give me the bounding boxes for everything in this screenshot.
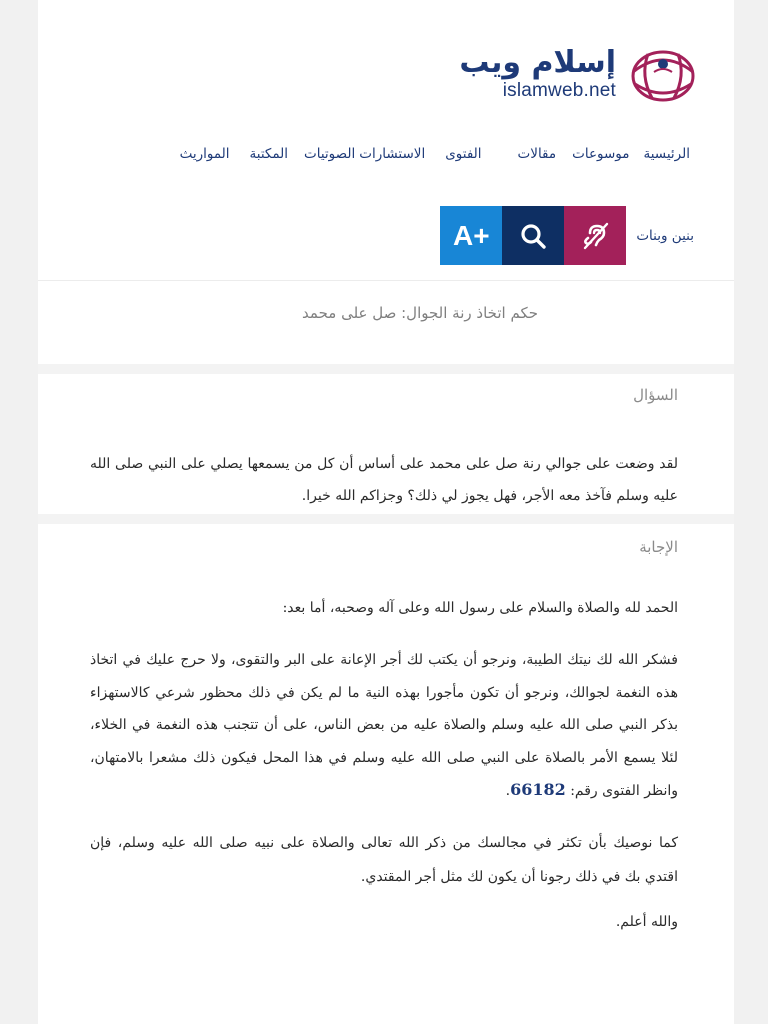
- answer-intro: الحمد لله والصلاة والسلام على رسول الله وعلى آله وصحبه، أما بعد:: [282, 600, 678, 616]
- nav-fatwa[interactable]: الفتوى: [445, 146, 482, 162]
- hearing-accessibility-button[interactable]: [564, 206, 626, 265]
- section-divider: [38, 514, 734, 524]
- fatwa-reference-link[interactable]: 66182: [510, 780, 566, 799]
- answer-body: [90, 644, 678, 808]
- logo-latin-name: islamweb.net: [502, 80, 616, 101]
- main-nav: [180, 146, 690, 162]
- kids-link[interactable]: بنين وبنات: [636, 227, 694, 244]
- nav-home[interactable]: الرئيسية: [643, 146, 690, 162]
- answer-advice: كما نوصيك بأن تكثر في مجالسك من ذكر الله تعالى والصلاة على نبيه صلى الله عليه وسلم، فإن اقتدي بك في ذلك رجونا أن يكون لك مثل أجر المقتدي.: [90, 835, 678, 885]
- nav-audio[interactable]: الصوتيات: [304, 146, 356, 162]
- fatwa-title: حكم اتخاذ رنة الجوال: صل على محمد: [302, 304, 538, 322]
- answer-label: الإجابة: [639, 538, 678, 556]
- search-button[interactable]: [502, 206, 564, 265]
- font-size-label: +A: [453, 219, 490, 251]
- header-toolbar: [440, 206, 694, 265]
- nav-articles[interactable]: مقالات: [517, 146, 557, 162]
- site-header: [38, 0, 734, 281]
- hearing-accessibility-icon: [580, 221, 610, 251]
- question-section: [38, 374, 734, 514]
- site-logo[interactable]: [459, 44, 700, 104]
- answer-section: [38, 524, 734, 1024]
- answer-body-end: .: [505, 783, 511, 799]
- answer-closing: والله أعلم.: [615, 914, 678, 930]
- fatwa-title-bar: [38, 282, 734, 364]
- logo-arabic-name: إسلام ويب: [459, 45, 616, 80]
- search-icon: [519, 222, 547, 250]
- question-label: السؤال: [633, 386, 678, 404]
- logo-text: [459, 47, 616, 101]
- page-container: [38, 0, 734, 1024]
- font-size-button[interactable]: [440, 206, 502, 265]
- section-divider: [38, 364, 734, 374]
- answer-body-text: فشكر الله لك نيتك الطيبة، ونرجو أن يكتب لك أجر الإعانة على البر والتقوى، ولا حرج عليك في اتخاذ هذه النغمة لجوالك، ونرجو أن تكون مأجورا بهذه النية ما لم يكن في ذلك محظور شرعي كالاستهزاء بذكر النبي صلى الله عليه وسلم والصلاة عليه من بعض الناس، على أن تتجنب هذه النغمة في الخلاء، لئلا يسمع الأمر بالصلاة على النبي صلى الله عليه وسلم في هذا المحل فيكون ذلك مشعرا بالامتهان، وانظر الفتوى رقم:: [90, 652, 678, 799]
- nav-inheritance[interactable]: المواريث: [179, 146, 230, 162]
- nav-library[interactable]: المكتبة: [249, 146, 289, 162]
- nav-encyclopedias[interactable]: موسوعات: [572, 146, 630, 162]
- nav-consultations[interactable]: الاستشارات: [359, 146, 426, 162]
- question-text: لقد وضعت على جوالي رنة صل على محمد على أساس أن كل من يسمعها يصلي على النبي صلى الله عليه وسلم فآخذ معه الأجر، فهل يجوز لي ذلك؟ وجزاكم الله خيرا.: [90, 456, 678, 504]
- globe-logo-icon: [626, 42, 700, 106]
